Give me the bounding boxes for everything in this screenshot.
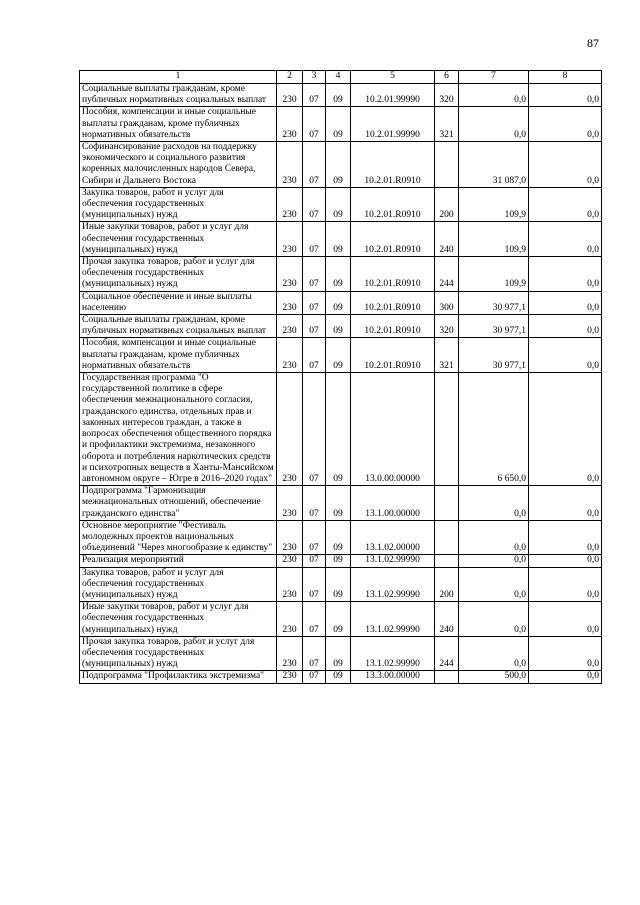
expense-type-cell: 300 [435,291,459,314]
target-article-cell: 13.1.02.99990 [351,602,435,637]
subsection-cell: 09 [326,555,351,567]
name-cell: Социальные выплаты гражданам, кроме публичных нормативных социальных выплат [80,84,277,107]
admin-code-cell: 230 [277,291,303,314]
target-article-cell: 10.2.01.R0910 [351,142,435,188]
amount-cell: 109,9 [459,257,529,292]
header-row [80,71,602,84]
section-cell: 07 [303,107,326,142]
admin-code-cell: 230 [277,257,303,292]
name-cell: Иные закупки товаров, работ и услуг для обеспечения государственных (муниципальных) нужд [80,602,277,637]
expense-type-cell: 200 [435,187,459,222]
expense-type-cell: 244 [435,257,459,292]
table-row [80,338,602,373]
amount-cell: 0,0 [459,84,529,107]
section-cell: 07 [303,373,326,486]
section-cell: 07 [303,486,326,521]
subsection-cell: 09 [326,636,351,671]
column-header-5: 5 [351,71,435,84]
page-number: 87 [587,36,599,50]
expense-type-cell: 244 [435,636,459,671]
subsection-cell: 09 [326,315,351,338]
name-cell: Основное мероприятие "Фестиваль молодежных проектов национальных объединений "Через многообразие к единству" [80,520,277,555]
name-cell: Софинансирование расходов на поддержку экономического и социального развития коренных малочисленных народов Севера, Сибири и Дальнего Востока [80,142,277,188]
amount-2-cell: 0,0 [529,187,602,222]
table-row [80,315,602,338]
subsection-cell: 09 [326,187,351,222]
amount-2-cell: 0,0 [529,373,602,486]
target-article-cell: 13.1.00.00000 [351,486,435,521]
table-row [80,636,602,671]
admin-code-cell: 230 [277,338,303,373]
target-article-cell: 10.2.01.R0910 [351,187,435,222]
amount-2-cell: 0,0 [529,636,602,671]
section-cell: 07 [303,671,326,683]
amount-cell: 0,0 [459,602,529,637]
expense-type-cell: 321 [435,107,459,142]
table-row [80,486,602,521]
name-cell: Социальное обеспечение и иные выплаты населению [80,291,277,314]
target-article-cell: 10.2.01.R0910 [351,222,435,257]
section-cell: 07 [303,187,326,222]
table-row [80,567,602,602]
amount-2-cell: 0,0 [529,142,602,188]
amount-cell: 30 977,1 [459,291,529,314]
subsection-cell: 09 [326,671,351,683]
admin-code-cell: 230 [277,555,303,567]
admin-code-cell: 230 [277,567,303,602]
subsection-cell: 09 [326,567,351,602]
expense-type-cell [435,555,459,567]
table-row [80,520,602,555]
section-cell: 07 [303,84,326,107]
amount-2-cell: 0,0 [529,602,602,637]
amount-2-cell: 0,0 [529,567,602,602]
target-article-cell: 13.1.02.99990 [351,567,435,602]
target-article-cell: 10.2.01.R0910 [351,338,435,373]
amount-cell: 30 977,1 [459,315,529,338]
amount-2-cell: 0,0 [529,84,602,107]
amount-2-cell: 0,0 [529,338,602,373]
amount-2-cell: 0,0 [529,555,602,567]
amount-cell: 0,0 [459,636,529,671]
column-header-2: 2 [277,71,303,84]
target-article-cell: 13.1.02.00000 [351,520,435,555]
column-header-4: 4 [326,71,351,84]
section-cell: 07 [303,602,326,637]
name-cell: Подпрограмма "Профилактика экстремизма" [80,671,277,683]
table-row [80,373,602,486]
subsection-cell: 09 [326,107,351,142]
subsection-cell: 09 [326,373,351,486]
admin-code-cell: 230 [277,84,303,107]
amount-cell: 30 977,1 [459,338,529,373]
section-cell: 07 [303,315,326,338]
table-body [80,84,602,684]
column-header-3: 3 [303,71,326,84]
admin-code-cell: 230 [277,142,303,188]
target-article-cell: 10.2.01.R0910 [351,315,435,338]
amount-cell: 0,0 [459,107,529,142]
subsection-cell: 09 [326,291,351,314]
expense-type-cell: 200 [435,567,459,602]
subsection-cell: 09 [326,520,351,555]
name-cell: Подпрограмма "Гармонизация межнациональных отношений, обеспечение гражданского единства" [80,486,277,521]
admin-code-cell: 230 [277,315,303,338]
target-article-cell: 10.2.01.R0910 [351,291,435,314]
amount-2-cell: 0,0 [529,257,602,292]
subsection-cell: 09 [326,142,351,188]
expense-type-cell: 240 [435,602,459,637]
table-row [80,187,602,222]
admin-code-cell: 230 [277,671,303,683]
amount-cell: 0,0 [459,520,529,555]
name-cell: Прочая закупка товаров, работ и услуг для обеспечения государственных (муниципальных) нужд [80,636,277,671]
column-header-7: 7 [459,71,529,84]
expense-type-cell: 320 [435,84,459,107]
target-article-cell: 10.2.01.99990 [351,84,435,107]
name-cell: Пособия, компенсации и иные социальные выплаты гражданам, кроме публичных нормативных обязательств [80,107,277,142]
table-row [80,84,602,107]
section-cell: 07 [303,636,326,671]
budget-table [79,70,602,684]
amount-2-cell: 0,0 [529,671,602,683]
amount-cell: 109,9 [459,187,529,222]
name-cell: Реализация мероприятий [80,555,277,567]
admin-code-cell: 230 [277,107,303,142]
subsection-cell: 09 [326,602,351,637]
table-row [80,602,602,637]
target-article-cell: 13.1.02.99990 [351,636,435,671]
table-row [80,555,602,567]
subsection-cell: 09 [326,486,351,521]
amount-2-cell: 0,0 [529,291,602,314]
section-cell: 07 [303,520,326,555]
subsection-cell: 09 [326,257,351,292]
column-header-8: 8 [529,71,602,84]
expense-type-cell: 321 [435,338,459,373]
amount-2-cell: 0,0 [529,486,602,521]
admin-code-cell: 230 [277,486,303,521]
expense-type-cell: 240 [435,222,459,257]
admin-code-cell: 230 [277,602,303,637]
name-cell: Закупка товаров, работ и услуг для обеспечения государственных (муниципальных) нужд [80,567,277,602]
table-row [80,222,602,257]
section-cell: 07 [303,291,326,314]
table-row [80,142,602,188]
expense-type-cell [435,142,459,188]
section-cell: 07 [303,555,326,567]
expense-type-cell [435,671,459,683]
expense-type-cell [435,486,459,521]
section-cell: 07 [303,567,326,602]
subsection-cell: 09 [326,338,351,373]
name-cell: Закупка товаров, работ и услуг для обеспечения государственных (муниципальных) нужд [80,187,277,222]
target-article-cell: 10.2.01.99990 [351,107,435,142]
expense-type-cell [435,373,459,486]
section-cell: 07 [303,142,326,188]
table-row [80,671,602,683]
admin-code-cell: 230 [277,222,303,257]
admin-code-cell: 230 [277,636,303,671]
expense-type-cell [435,520,459,555]
target-article-cell: 13.1.02.99990 [351,555,435,567]
admin-code-cell: 230 [277,373,303,486]
section-cell: 07 [303,222,326,257]
amount-2-cell: 0,0 [529,107,602,142]
target-article-cell: 13.3.00.00000 [351,671,435,683]
expense-type-cell: 320 [435,315,459,338]
amount-cell: 500,0 [459,671,529,683]
target-article-cell: 13.0.00.00000 [351,373,435,486]
amount-cell: 31 087,0 [459,142,529,188]
column-header-6: 6 [435,71,459,84]
name-cell: Иные закупки товаров, работ и услуг для обеспечения государственных (муниципальных) нужд [80,222,277,257]
section-cell: 07 [303,257,326,292]
name-cell: Государственная программа "О государственной политике в сфере обеспечения межнационального согласия, гражданского единства, отдельных прав и законных интересов граждан, а также в вопросах обеспечения общественного порядка и профилактики экстремизма, незаконного оборота и потребления наркотических средств и психотропных веществ в Ханты-Мансийском автономном округе – Югре в 2016–2020 годах" [80,373,277,486]
amount-2-cell: 0,0 [529,520,602,555]
amount-cell: 0,0 [459,567,529,602]
table-row [80,107,602,142]
target-article-cell: 10.2.01.R0910 [351,257,435,292]
amount-cell: 6 650,0 [459,373,529,486]
amount-cell: 0,0 [459,555,529,567]
name-cell: Прочая закупка товаров, работ и услуг для обеспечения государственных (муниципальных) нужд [80,257,277,292]
amount-cell: 109,9 [459,222,529,257]
amount-cell: 0,0 [459,486,529,521]
admin-code-cell: 230 [277,187,303,222]
subsection-cell: 09 [326,84,351,107]
amount-2-cell: 0,0 [529,315,602,338]
column-header-1: 1 [80,71,277,84]
admin-code-cell: 230 [277,520,303,555]
section-cell: 07 [303,338,326,373]
subsection-cell: 09 [326,222,351,257]
table-row [80,257,602,292]
name-cell: Пособия, компенсации и иные социальные выплаты гражданам, кроме публичных нормативных обязательств [80,338,277,373]
name-cell: Социальные выплаты гражданам, кроме публичных нормативных социальных выплат [80,315,277,338]
table-row [80,291,602,314]
amount-2-cell: 0,0 [529,222,602,257]
